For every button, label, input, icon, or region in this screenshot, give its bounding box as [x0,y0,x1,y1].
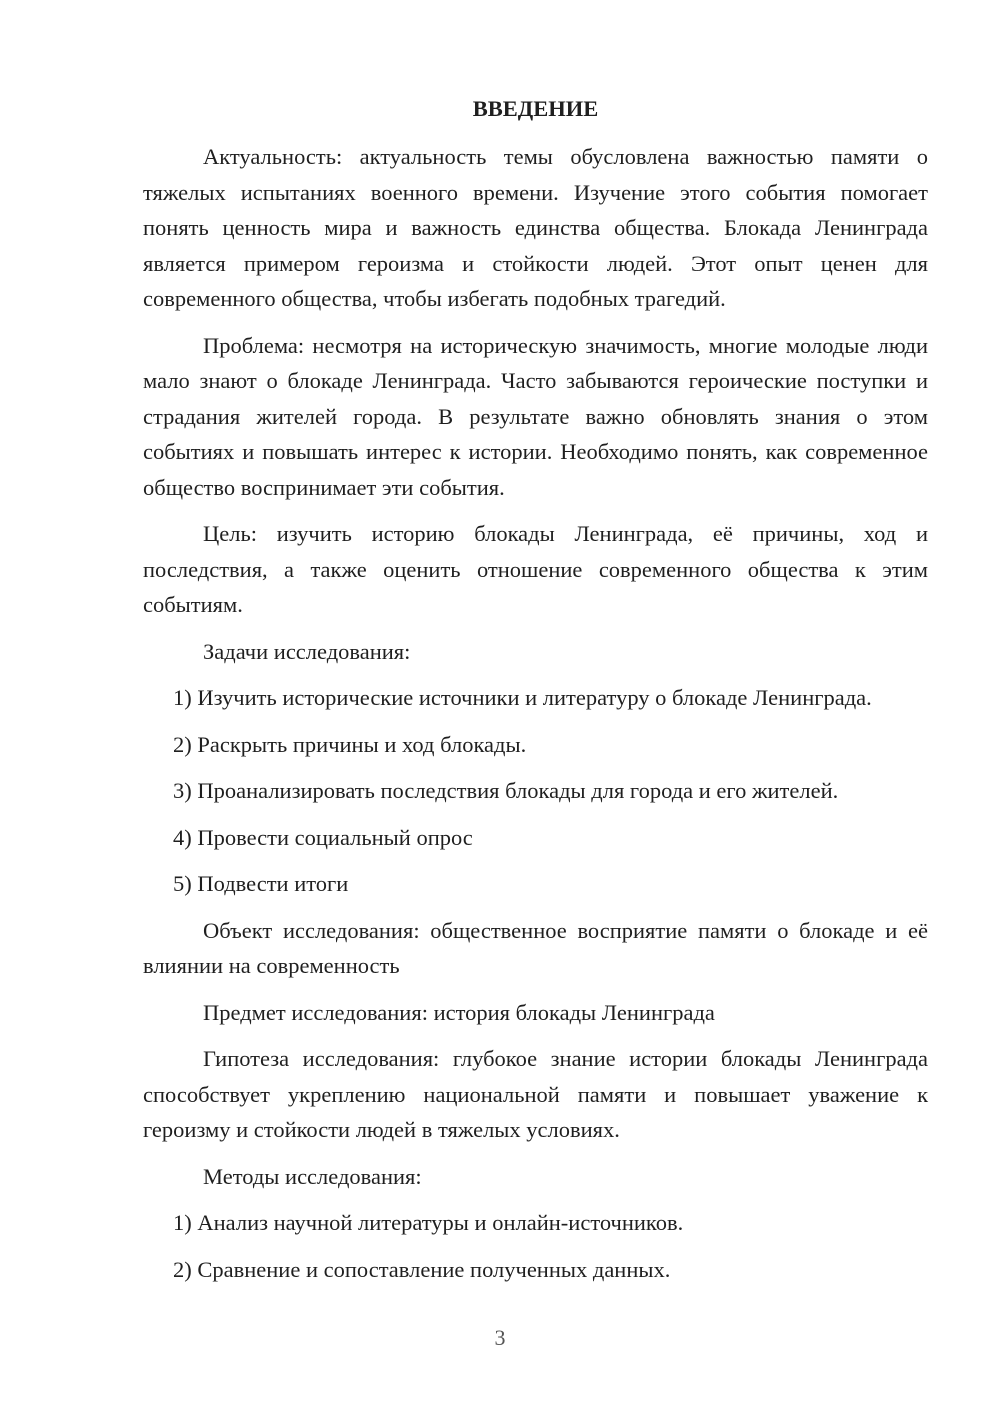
tasks-title: Задачи исследования: [203,638,411,664]
methods-title: Методы исследования: [203,1163,422,1189]
method-item: 2) Сравнение и сопоставление полученных данных. [173,1256,671,1282]
problem-paragraph: Проблема: несмотря на историческую значимость, многие молодые люди мало знают о блокаде Ленинграда. Часто забываются героические поступки и страдания жителей города. В результате важно обновлять знания о этом событиях и повышать интерес к истории. Необходимо понять, как современное общество воспринимает эти события. [143,332,928,500]
document-page [143,94,928,1298]
task-item: 4) Провести социальный опрос [173,824,473,850]
hypothesis-paragraph: Гипотеза исследования: глубокое знание истории блокады Ленинграда способствует укреплению национальной памяти и повышает уважение к героизму и стойкости людей в тяжелых условиях. [143,1046,928,1142]
subject-paragraph: Предмет исследования: история блокады Ленинграда [203,999,715,1025]
page-number: 3 [494,1325,506,1350]
task-item: 1) Изучить исторические источники и литературу о блокаде Ленинграда. [173,685,872,710]
task-item: 2) Раскрыть причины и ход блокады. [173,731,527,757]
object-paragraph: Объект исследования: общественное восприятие памяти о блокаде и её влиянии на современность [143,917,928,978]
task-item: 3) Проанализировать последствия блокады для города и его жителей. [173,778,839,803]
method-item: 1) Анализ научной литературы и онлайн-источников. [173,1210,684,1235]
section-heading: ВВЕДЕНИЕ [472,96,599,121]
goal-paragraph: Цель: изучить историю блокады Ленинграда, её причины, ход и последствия, а также оценить отношение современного общества к этим событиям. [143,521,928,617]
task-item: 5) Подвести итоги [173,871,349,896]
relevance-paragraph: Актуальность: актуальность темы обусловлена важностью памяти о тяжелых испытаниях военного времени. Изучение этого события помогает понять ценность мира и важность единства общества. Блокада Ленинграда является примером героизма и стойкости людей. Этот опыт ценен для современного общества, чтобы избегать подобных трагедий. [143,144,928,311]
